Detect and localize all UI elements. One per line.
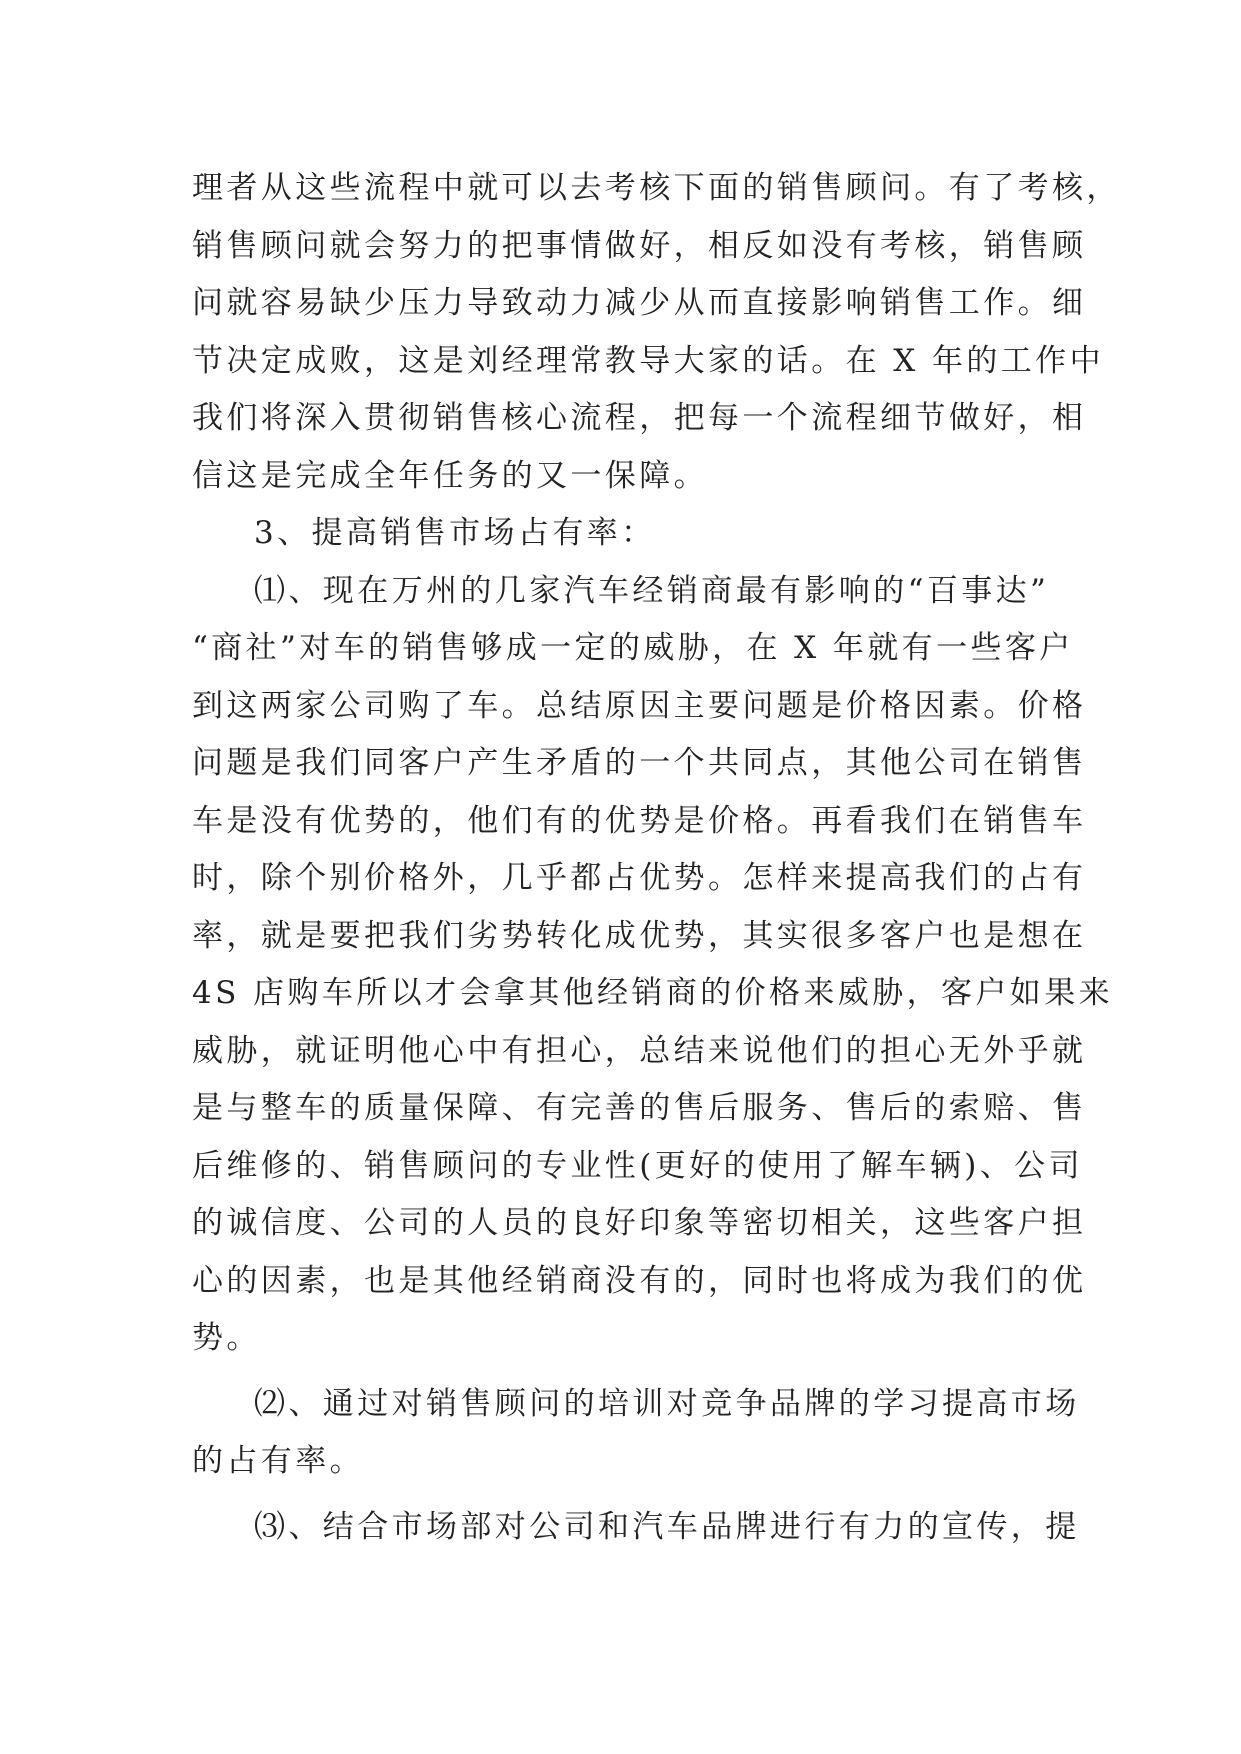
paragraph-line: 的诚信度、公司的人员的良好印象等密切相关，这些客户担	[192, 1205, 1087, 1241]
paragraph-line: 问就容易缺少压力导致动力减少从而直接影响销售工作。细	[192, 285, 1087, 321]
document-body	[192, 160, 1121, 1556]
section-heading: 3、提高销售市场占有率：	[254, 515, 656, 551]
paragraph-line: 车是没有优势的，他们有的优势是价格。再看我们在销售车	[192, 802, 1087, 839]
paragraph-line: 问题是我们同客户产生矛盾的一个共同点，其他公司在销售	[192, 745, 1087, 781]
paragraph-gap	[192, 1491, 1072, 1499]
paragraph-line: 势。	[192, 1320, 261, 1356]
paragraph-line: 是与整车的质量保障、有完善的售后服务、售后的索赔、售	[192, 1090, 1087, 1126]
paragraph-line: 到这两家公司购了车。总结原因主要问题是价格因素。价格	[192, 687, 1087, 724]
paragraph-line: “商社”对车的销售够成一定的威胁，在 X 年就有一些客户	[192, 630, 1074, 666]
paragraph-gap	[192, 1368, 1072, 1376]
paragraph-line: ⑴、现在万州的几家汽车经销商最有影响的“百事达”	[254, 572, 1050, 609]
paragraph-line: 后维修的、销售顾问的专业性(更好的使用了解车辆)、公司	[192, 1147, 1083, 1184]
paragraph-line: 心的因素，也是其他经销商没有的，同时也将成为我们的优	[192, 1262, 1087, 1299]
paragraph-line: 信这是完成全年任务的又一保障。	[192, 457, 708, 494]
paragraph-line: 销售顾问就会努力的把事情做好，相反如没有考核，销售顾	[192, 227, 1087, 264]
paragraph-line: 的占有率。	[192, 1443, 364, 1479]
paragraph-line: ⑶、结合市场部对公司和汽车品牌进行有力的宣传，提	[254, 1508, 1080, 1545]
paragraph-line: 时，除个别价格外，几乎都占优势。怎样来提高我们的占有	[192, 860, 1087, 896]
paragraph-line: ⑵、通过对销售顾问的培训对竞争品牌的学习提高市场	[254, 1385, 1080, 1422]
paragraph-line: 威胁，就证明他心中有担心，总结来说他们的担心无外乎就	[192, 1032, 1087, 1069]
paragraph-line: 率，就是要把我们劣势转化成优势，其实很多客户也是想在	[192, 917, 1087, 954]
paragraph-line: 节决定成败，这是刘经理常教导大家的话。在 X 年的工作中	[192, 342, 1104, 379]
paragraph-line: 我们将深入贯彻销售核心流程，把每一个流程细节做好，相	[192, 400, 1087, 436]
paragraph-line: 理者从这些流程中就可以去考核下面的销售顾问。有了考核，	[192, 170, 1121, 206]
paragraph-line: 4S 店购车所以才会拿其他经销商的价格来威胁，客户如果来	[192, 975, 1114, 1011]
